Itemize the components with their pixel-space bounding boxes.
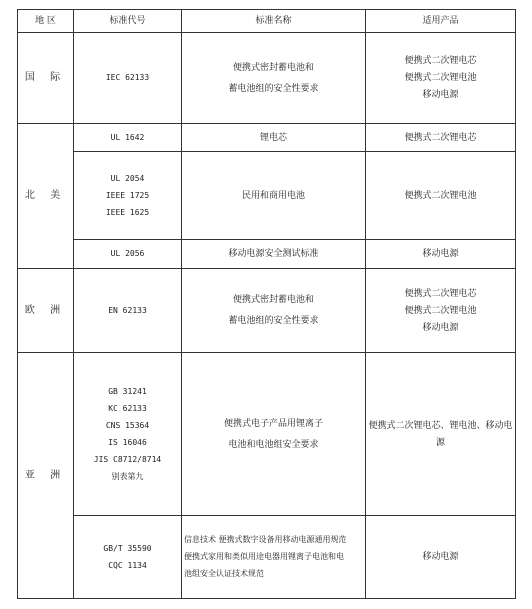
standard-code: JIS C8712/8714 — [93, 454, 162, 464]
standard-name-line: 锂电芯 — [259, 132, 287, 143]
standard-name-line: 便携式电子产品用锂离子 — [223, 418, 323, 429]
product-cell — [366, 240, 516, 269]
product-line: 便携式二次锂电池 — [404, 305, 477, 316]
name-cell — [182, 152, 366, 240]
header-name: 标准名称 — [182, 10, 366, 33]
product-line: 便携式二次锂电池 — [404, 73, 477, 83]
table-row — [18, 353, 516, 516]
standards-table — [17, 9, 516, 599]
standard-name-line: 便携式密封蓄电池和 — [232, 62, 314, 73]
product-line: 便携式二次锂电芯 — [404, 132, 477, 143]
standard-code: GB 31241 — [108, 386, 147, 396]
standard-code: UL 2054 — [110, 173, 145, 183]
standard-name-line: 蓄电池组的安全性要求 — [228, 316, 319, 326]
standard-name-line: 信息技术 便携式数字设备用移动电源通用规范 — [184, 535, 347, 544]
product-line: 便携式二次锂电芯、锂电池、移动电 — [368, 420, 513, 431]
region-cell: 国 际 — [18, 33, 74, 124]
standard-name-line: 移动电源安全测试标准 — [228, 249, 319, 259]
product-line: 移动电源 — [422, 322, 459, 333]
standard-name-line: 民用和商用电池 — [241, 190, 305, 201]
table-row — [18, 152, 516, 240]
table-row — [18, 124, 516, 152]
header-row — [18, 10, 516, 33]
product-line: 移动电源 — [422, 249, 459, 259]
standard-code: EN 62133 — [108, 305, 147, 315]
name-cell — [182, 240, 366, 269]
standard-code: CQC 1134 — [108, 560, 147, 570]
product-cell — [366, 269, 516, 353]
standard-name-line: 便携式密封蓄电池和 — [232, 295, 314, 305]
standard-code: GB/T 35590 — [103, 543, 152, 553]
standard-name-line: 便携式家用和类似用途电器用锂离子电池和电 — [184, 552, 344, 561]
product-cell — [366, 152, 516, 240]
product-line: 便携式二次锂电芯 — [404, 56, 477, 66]
header-region: 地 区 — [18, 10, 74, 33]
standard-code: IEEE 1625 — [105, 207, 150, 217]
standard-code: UL 1642 — [110, 132, 145, 142]
product-line: 便携式二次锂电芯 — [404, 288, 477, 299]
code-cell — [74, 516, 182, 599]
product-cell — [366, 33, 516, 124]
standard-name-line: 池组安全认证技术规范 — [184, 569, 264, 578]
product-cell — [366, 353, 516, 516]
header-product: 适用产品 — [366, 10, 516, 33]
name-cell — [182, 33, 366, 124]
region-cell: 北 美 — [18, 124, 74, 269]
standard-code: IEC 62133 — [105, 73, 150, 82]
standard-name-line: 电池和电池组安全要求 — [228, 439, 319, 450]
code-cell — [74, 124, 182, 152]
table-row — [18, 240, 516, 269]
standard-code: IEEE 1725 — [105, 190, 150, 200]
product-cell — [366, 124, 516, 152]
standard-code: KC 62133 — [108, 403, 147, 413]
code-cell — [74, 33, 182, 124]
standard-code: CNS 15364 — [105, 420, 150, 430]
code-cell — [74, 353, 182, 516]
code-cell — [74, 269, 182, 353]
product-line: 移动电源 — [422, 90, 459, 100]
name-cell — [182, 124, 366, 152]
product-line: 便携式二次锂电池 — [404, 190, 477, 201]
standard-name-line: 蓄电池组的安全性要求 — [228, 83, 319, 94]
name-cell — [182, 353, 366, 516]
standard-code: UL 2056 — [110, 249, 145, 258]
product-line: 移动电源 — [422, 552, 459, 562]
code-cell — [74, 152, 182, 240]
table-row — [18, 33, 516, 124]
product-cell — [366, 516, 516, 599]
name-cell — [182, 269, 366, 353]
standard-code: 别表第九 — [111, 471, 144, 481]
region-cell: 亚 洲 — [18, 353, 74, 599]
standard-code: IS 16046 — [108, 437, 147, 447]
product-line: 源 — [435, 437, 445, 448]
name-cell — [182, 516, 366, 599]
table-row — [18, 516, 516, 599]
code-cell — [74, 240, 182, 269]
header-code: 标准代号 — [74, 10, 182, 33]
region-cell: 欧 洲 — [18, 269, 74, 353]
table-row — [18, 269, 516, 353]
